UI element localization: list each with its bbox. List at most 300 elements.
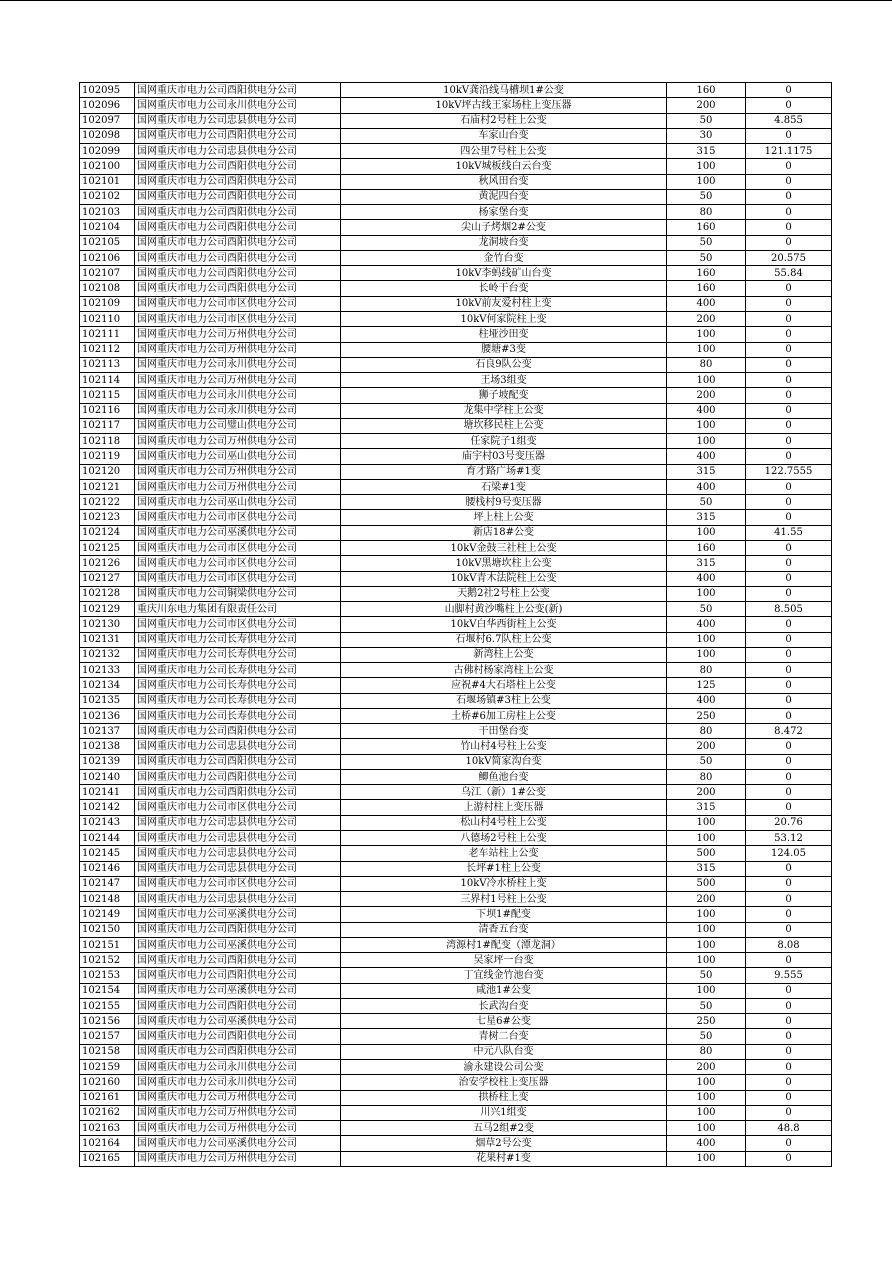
- row-id-cell: 102137: [80, 724, 135, 739]
- value-cell: 0: [746, 342, 832, 357]
- table-row: [80, 281, 832, 296]
- value-cell: 0: [746, 769, 832, 784]
- company-cell: 国网重庆市电力公司酉阳供电分公司: [135, 724, 341, 739]
- transformer-name-cell: 石梁#1变: [341, 479, 667, 494]
- value-cell: 48.8: [746, 1121, 832, 1136]
- table-row: [80, 1075, 832, 1090]
- table-row: [80, 1121, 832, 1136]
- value-cell: 0: [746, 403, 832, 418]
- capacity-cell: 80: [667, 663, 746, 678]
- capacity-cell: 315: [667, 861, 746, 876]
- company-cell: 国网重庆市电力公司万州供电分公司: [135, 1090, 341, 1105]
- company-cell: 国网重庆市电力公司酉阳供电分公司: [135, 785, 341, 800]
- table-row: [80, 495, 832, 510]
- row-id-cell: 102103: [80, 205, 135, 220]
- capacity-cell: 250: [667, 708, 746, 723]
- capacity-cell: 80: [667, 1044, 746, 1059]
- table-row: [80, 449, 832, 464]
- row-id-cell: 102160: [80, 1075, 135, 1090]
- value-cell: 0: [746, 1105, 832, 1120]
- table-row: [80, 1060, 832, 1075]
- transformer-name-cell: 鲫鱼池台变: [341, 769, 667, 784]
- company-cell: 国网重庆市电力公司巫溪供电分公司: [135, 907, 341, 922]
- capacity-cell: 315: [667, 800, 746, 815]
- capacity-cell: 100: [667, 1121, 746, 1136]
- value-cell: 9.555: [746, 968, 832, 983]
- transformer-name-cell: 山脚村黄沙嘴柱上公变(新): [341, 602, 667, 617]
- table-row: [80, 296, 832, 311]
- value-cell: 0: [746, 373, 832, 388]
- table-row: [80, 998, 832, 1013]
- transformer-name-cell: 青树二台变: [341, 1029, 667, 1044]
- transformer-name-cell: 车家山台变: [341, 128, 667, 143]
- row-id-cell: 102151: [80, 937, 135, 952]
- value-cell: 0: [746, 907, 832, 922]
- transformer-name-cell: 王场3组变: [341, 373, 667, 388]
- value-cell: 8.472: [746, 724, 832, 739]
- row-id-cell: 102142: [80, 800, 135, 815]
- row-id-cell: 102110: [80, 311, 135, 326]
- value-cell: 0: [746, 449, 832, 464]
- row-id-cell: 102158: [80, 1044, 135, 1059]
- row-id-cell: 102138: [80, 739, 135, 754]
- transformer-name-cell: 八德场2号柱上公变: [341, 831, 667, 846]
- value-cell: 0: [746, 128, 832, 143]
- row-id-cell: 102139: [80, 754, 135, 769]
- value-cell: 122.7555: [746, 464, 832, 479]
- row-id-cell: 102156: [80, 1014, 135, 1029]
- value-cell: 0: [746, 510, 832, 525]
- row-id-cell: 102155: [80, 998, 135, 1013]
- transformer-name-cell: 柱垭沙田变: [341, 327, 667, 342]
- value-cell: 0: [746, 983, 832, 998]
- company-cell: 国网重庆市电力公司万州供电分公司: [135, 373, 341, 388]
- company-cell: 国网重庆市电力公司万州供电分公司: [135, 1105, 341, 1120]
- value-cell: 0: [746, 1136, 832, 1151]
- company-cell: 国网重庆市电力公司长寿供电分公司: [135, 708, 341, 723]
- capacity-cell: 315: [667, 464, 746, 479]
- transformer-name-cell: 10kV简家沟台变: [341, 754, 667, 769]
- company-cell: 国网重庆市电力公司巫山供电分公司: [135, 449, 341, 464]
- capacity-cell: 315: [667, 510, 746, 525]
- transformer-name-cell: 长武沟台变: [341, 998, 667, 1013]
- capacity-cell: 100: [667, 815, 746, 830]
- transformer-name-cell: 腰栈村9号变压器: [341, 495, 667, 510]
- capacity-cell: 200: [667, 98, 746, 113]
- row-id-cell: 102125: [80, 540, 135, 555]
- value-cell: 0: [746, 800, 832, 815]
- row-id-cell: 102118: [80, 434, 135, 449]
- transformer-name-cell: 老车站柱上公变: [341, 846, 667, 861]
- company-cell: 国网重庆市电力公司市区供电分公司: [135, 556, 341, 571]
- table-row: [80, 373, 832, 388]
- transformer-name-cell: 龙集中学柱上公变: [341, 403, 667, 418]
- company-cell: 国网重庆市电力公司酉阳供电分公司: [135, 159, 341, 174]
- table-row: [80, 754, 832, 769]
- company-cell: 国网重庆市电力公司万州供电分公司: [135, 1121, 341, 1136]
- company-cell: 国网重庆市电力公司万州供电分公司: [135, 1151, 341, 1166]
- value-cell: 124.05: [746, 846, 832, 861]
- transformer-name-cell: 乌江（新）1#公变: [341, 785, 667, 800]
- table-row: [80, 83, 832, 98]
- company-cell: 国网重庆市电力公司万州供电分公司: [135, 342, 341, 357]
- transformer-name-cell: 应祝#4大石塔柱上公变: [341, 678, 667, 693]
- table-row: [80, 327, 832, 342]
- value-cell: 0: [746, 357, 832, 372]
- company-cell: 国网重庆市电力公司酉阳供电分公司: [135, 250, 341, 265]
- capacity-cell: 500: [667, 876, 746, 891]
- page-top-rule: [0, 0, 892, 1]
- value-cell: 0: [746, 235, 832, 250]
- row-id-cell: 102122: [80, 495, 135, 510]
- capacity-cell: 500: [667, 846, 746, 861]
- capacity-cell: 50: [667, 189, 746, 204]
- value-cell: 0: [746, 922, 832, 937]
- company-cell: 重庆川东电力集团有限责任公司: [135, 602, 341, 617]
- value-cell: 53.12: [746, 831, 832, 846]
- transformer-name-cell: 龙洞坡台变: [341, 235, 667, 250]
- table-row: [80, 724, 832, 739]
- table-row: [80, 464, 832, 479]
- company-cell: 国网重庆市电力公司酉阳供电分公司: [135, 205, 341, 220]
- table-row: [80, 434, 832, 449]
- table-row: [80, 357, 832, 372]
- capacity-cell: 160: [667, 540, 746, 555]
- table-row: [80, 739, 832, 754]
- capacity-cell: 160: [667, 266, 746, 281]
- company-cell: 国网重庆市电力公司酉阳供电分公司: [135, 220, 341, 235]
- transformer-name-cell: 古佛村杨家湾柱上公变: [341, 663, 667, 678]
- transformer-name-cell: 秋风田台变: [341, 174, 667, 189]
- transformer-name-cell: 长坪#1柱上公变: [341, 861, 667, 876]
- table-row: [80, 250, 832, 265]
- table-row: [80, 510, 832, 525]
- capacity-cell: 200: [667, 785, 746, 800]
- row-id-cell: 102131: [80, 632, 135, 647]
- transformer-name-cell: 10kV李蚂线矿山台变: [341, 266, 667, 281]
- table-row: [80, 678, 832, 693]
- transformer-name-cell: 10kV前友爱村柱上变: [341, 296, 667, 311]
- company-cell: 国网重庆市电力公司酉阳供电分公司: [135, 266, 341, 281]
- company-cell: 国网重庆市电力公司万州供电分公司: [135, 464, 341, 479]
- transformer-name-cell: 丁宜线金竹池台变: [341, 968, 667, 983]
- row-id-cell: 102135: [80, 693, 135, 708]
- transformer-name-cell: 尖山子烤烟2#公变: [341, 220, 667, 235]
- row-id-cell: 102145: [80, 846, 135, 861]
- company-cell: 国网重庆市电力公司永川供电分公司: [135, 1075, 341, 1090]
- capacity-cell: 50: [667, 754, 746, 769]
- company-cell: 国网重庆市电力公司永川供电分公司: [135, 388, 341, 403]
- company-cell: 国网重庆市电力公司长寿供电分公司: [135, 632, 341, 647]
- capacity-cell: 80: [667, 205, 746, 220]
- transformer-name-cell: 塘坎移民柱上公变: [341, 418, 667, 433]
- company-cell: 国网重庆市电力公司忠县供电分公司: [135, 892, 341, 907]
- value-cell: 0: [746, 754, 832, 769]
- capacity-cell: 100: [667, 1075, 746, 1090]
- transformer-name-cell: 上游村柱上变压器: [341, 800, 667, 815]
- table-row: [80, 1090, 832, 1105]
- capacity-cell: 100: [667, 953, 746, 968]
- row-id-cell: 102159: [80, 1060, 135, 1075]
- transformer-table: [79, 82, 832, 1167]
- company-cell: 国网重庆市电力公司万州供电分公司: [135, 434, 341, 449]
- table-row: [80, 1044, 832, 1059]
- value-cell: 0: [746, 1151, 832, 1166]
- table-row: [80, 418, 832, 433]
- capacity-cell: 400: [667, 296, 746, 311]
- transformer-name-cell: 清香五台变: [341, 922, 667, 937]
- row-id-cell: 102130: [80, 617, 135, 632]
- company-cell: 国网重庆市电力公司酉阳供电分公司: [135, 189, 341, 204]
- row-id-cell: 102111: [80, 327, 135, 342]
- transformer-name-cell: 竹山村4号柱上公变: [341, 739, 667, 754]
- value-cell: 0: [746, 586, 832, 601]
- capacity-cell: 400: [667, 479, 746, 494]
- table-row: [80, 220, 832, 235]
- value-cell: 0: [746, 739, 832, 754]
- row-id-cell: 102127: [80, 571, 135, 586]
- table-row: [80, 769, 832, 784]
- company-cell: 国网重庆市电力公司巫山供电分公司: [135, 495, 341, 510]
- table-row: [80, 586, 832, 601]
- company-cell: 国网重庆市电力公司长寿供电分公司: [135, 663, 341, 678]
- transformer-name-cell: 金竹台变: [341, 250, 667, 265]
- value-cell: 0: [746, 418, 832, 433]
- table-row: [80, 617, 832, 632]
- company-cell: 国网重庆市电力公司酉阳供电分公司: [135, 128, 341, 143]
- table-row: [80, 266, 832, 281]
- company-cell: 国网重庆市电力公司酉阳供电分公司: [135, 174, 341, 189]
- value-cell: 0: [746, 1014, 832, 1029]
- value-cell: 0: [746, 98, 832, 113]
- company-cell: 国网重庆市电力公司巫溪供电分公司: [135, 983, 341, 998]
- transformer-name-cell: 烟草2号公变: [341, 1136, 667, 1151]
- company-cell: 国网重庆市电力公司巫溪供电分公司: [135, 1136, 341, 1151]
- value-cell: 0: [746, 83, 832, 98]
- transformer-name-cell: 下坝1#配变: [341, 907, 667, 922]
- transformer-name-cell: 新店18#公变: [341, 525, 667, 540]
- table-row: [80, 388, 832, 403]
- row-id-cell: 102143: [80, 815, 135, 830]
- capacity-cell: 160: [667, 220, 746, 235]
- company-cell: 国网重庆市电力公司市区供电分公司: [135, 571, 341, 586]
- transformer-name-cell: 腰塘#3变: [341, 342, 667, 357]
- transformer-name-cell: 石良9队公变: [341, 357, 667, 372]
- company-cell: 国网重庆市电力公司市区供电分公司: [135, 296, 341, 311]
- capacity-cell: 80: [667, 769, 746, 784]
- company-cell: 国网重庆市电力公司忠县供电分公司: [135, 846, 341, 861]
- table-row: [80, 98, 832, 113]
- company-cell: 国网重庆市电力公司酉阳供电分公司: [135, 968, 341, 983]
- capacity-cell: 80: [667, 357, 746, 372]
- row-id-cell: 102162: [80, 1105, 135, 1120]
- transformer-name-cell: 咸池1#公变: [341, 983, 667, 998]
- transformer-name-cell: 狮子坡配变: [341, 388, 667, 403]
- transformer-name-cell: 土桥#6加工房柱上公变: [341, 708, 667, 723]
- capacity-cell: 200: [667, 311, 746, 326]
- capacity-cell: 100: [667, 1105, 746, 1120]
- value-cell: 0: [746, 434, 832, 449]
- table-row: [80, 1105, 832, 1120]
- row-id-cell: 102120: [80, 464, 135, 479]
- company-cell: 国网重庆市电力公司万州供电分公司: [135, 479, 341, 494]
- row-id-cell: 102144: [80, 831, 135, 846]
- table-row: [80, 556, 832, 571]
- value-cell: 0: [746, 189, 832, 204]
- row-id-cell: 102105: [80, 235, 135, 250]
- table-row: [80, 632, 832, 647]
- transformer-name-cell: 10kV龚沿线马槽坝1#公变: [341, 83, 667, 98]
- company-cell: 国网重庆市电力公司忠县供电分公司: [135, 831, 341, 846]
- table-row: [80, 693, 832, 708]
- capacity-cell: 100: [667, 937, 746, 952]
- company-cell: 国网重庆市电力公司永川供电分公司: [135, 357, 341, 372]
- value-cell: 0: [746, 327, 832, 342]
- row-id-cell: 102101: [80, 174, 135, 189]
- value-cell: 0: [746, 281, 832, 296]
- transformer-name-cell: 四公里7号柱上公变: [341, 144, 667, 159]
- table-row: [80, 708, 832, 723]
- capacity-cell: 100: [667, 434, 746, 449]
- value-cell: 0: [746, 953, 832, 968]
- row-id-cell: 102096: [80, 98, 135, 113]
- value-cell: 0: [746, 1090, 832, 1105]
- table-row: [80, 525, 832, 540]
- capacity-cell: 250: [667, 1014, 746, 1029]
- company-cell: 国网重庆市电力公司忠县供电分公司: [135, 113, 341, 128]
- row-id-cell: 102146: [80, 861, 135, 876]
- value-cell: 8.08: [746, 937, 832, 952]
- capacity-cell: 100: [667, 983, 746, 998]
- capacity-cell: 160: [667, 281, 746, 296]
- value-cell: 121.1175: [746, 144, 832, 159]
- company-cell: 国网重庆市电力公司酉阳供电分公司: [135, 769, 341, 784]
- capacity-cell: 50: [667, 998, 746, 1013]
- transformer-name-cell: 10kV白华西街柱上公变: [341, 617, 667, 632]
- capacity-cell: 100: [667, 342, 746, 357]
- capacity-cell: 50: [667, 495, 746, 510]
- row-id-cell: 102098: [80, 128, 135, 143]
- transformer-name-cell: 渝永建设公司公变: [341, 1060, 667, 1075]
- table-row: [80, 1014, 832, 1029]
- value-cell: 0: [746, 617, 832, 632]
- company-cell: 国网重庆市电力公司酉阳供电分公司: [135, 281, 341, 296]
- row-id-cell: 102150: [80, 922, 135, 937]
- capacity-cell: 100: [667, 327, 746, 342]
- row-id-cell: 102095: [80, 83, 135, 98]
- table-row: [80, 663, 832, 678]
- table-row: [80, 800, 832, 815]
- table-row: [80, 540, 832, 555]
- row-id-cell: 102099: [80, 144, 135, 159]
- table-row: [80, 1029, 832, 1044]
- transformer-name-cell: 天鹅2社2号柱上公变: [341, 586, 667, 601]
- company-cell: 国网重庆市电力公司璧山供电分公司: [135, 418, 341, 433]
- transformer-name-cell: 干田堡台变: [341, 724, 667, 739]
- table-row: [80, 922, 832, 937]
- transformer-name-cell: 10kV冷水桥柱上变: [341, 876, 667, 891]
- row-id-cell: 102133: [80, 663, 135, 678]
- row-id-cell: 102163: [80, 1121, 135, 1136]
- transformer-name-cell: 吴家坪一台变: [341, 953, 667, 968]
- capacity-cell: 315: [667, 144, 746, 159]
- transformer-name-cell: 长岭干台变: [341, 281, 667, 296]
- company-cell: 国网重庆市电力公司市区供电分公司: [135, 876, 341, 891]
- row-id-cell: 102126: [80, 556, 135, 571]
- value-cell: 0: [746, 632, 832, 647]
- row-id-cell: 102164: [80, 1136, 135, 1151]
- transformer-name-cell: 黄泥四台变: [341, 189, 667, 204]
- row-id-cell: 102161: [80, 1090, 135, 1105]
- value-cell: 4.855: [746, 113, 832, 128]
- company-cell: 国网重庆市电力公司市区供电分公司: [135, 540, 341, 555]
- transformer-name-cell: 川兴1组变: [341, 1105, 667, 1120]
- transformer-name-cell: 庙宇村03号变压器: [341, 449, 667, 464]
- value-cell: 0: [746, 1029, 832, 1044]
- value-cell: 0: [746, 311, 832, 326]
- company-cell: 国网重庆市电力公司忠县供电分公司: [135, 144, 341, 159]
- transformer-name-cell: 10kV城板线白云台变: [341, 159, 667, 174]
- table-row: [80, 189, 832, 204]
- value-cell: 0: [746, 296, 832, 311]
- table-body: [80, 83, 832, 1167]
- value-cell: 0: [746, 1060, 832, 1075]
- capacity-cell: 50: [667, 235, 746, 250]
- company-cell: 国网重庆市电力公司永川供电分公司: [135, 98, 341, 113]
- capacity-cell: 30: [667, 128, 746, 143]
- transformer-name-cell: 治安学校柱上变压器: [341, 1075, 667, 1090]
- table-row: [80, 113, 832, 128]
- company-cell: 国网重庆市电力公司长寿供电分公司: [135, 647, 341, 662]
- row-id-cell: 102107: [80, 266, 135, 281]
- capacity-cell: 200: [667, 892, 746, 907]
- company-cell: 国网重庆市电力公司酉阳供电分公司: [135, 1029, 341, 1044]
- company-cell: 国网重庆市电力公司市区供电分公司: [135, 510, 341, 525]
- capacity-cell: 400: [667, 449, 746, 464]
- value-cell: 0: [746, 876, 832, 891]
- row-id-cell: 102141: [80, 785, 135, 800]
- value-cell: 0: [746, 1044, 832, 1059]
- value-cell: 0: [746, 174, 832, 189]
- capacity-cell: 100: [667, 586, 746, 601]
- capacity-cell: 100: [667, 159, 746, 174]
- capacity-cell: 50: [667, 1029, 746, 1044]
- row-id-cell: 102134: [80, 678, 135, 693]
- table-row: [80, 205, 832, 220]
- capacity-cell: 315: [667, 556, 746, 571]
- value-cell: 0: [746, 892, 832, 907]
- row-id-cell: 102097: [80, 113, 135, 128]
- company-cell: 国网重庆市电力公司忠县供电分公司: [135, 861, 341, 876]
- row-id-cell: 102129: [80, 602, 135, 617]
- transformer-name-cell: 七星6#公变: [341, 1014, 667, 1029]
- transformer-name-cell: 坪上柱上公变: [341, 510, 667, 525]
- transformer-name-cell: 石堰村6.7队柱上公变: [341, 632, 667, 647]
- company-cell: 国网重庆市电力公司市区供电分公司: [135, 311, 341, 326]
- value-cell: 0: [746, 1075, 832, 1090]
- transformer-name-cell: 五马2组#2变: [341, 1121, 667, 1136]
- table-row: [80, 159, 832, 174]
- row-id-cell: 102100: [80, 159, 135, 174]
- value-cell: 0: [746, 388, 832, 403]
- transformer-name-cell: 10kV金鼓三社柱上公变: [341, 540, 667, 555]
- value-cell: 41.55: [746, 525, 832, 540]
- capacity-cell: 100: [667, 174, 746, 189]
- table-row: [80, 953, 832, 968]
- value-cell: 0: [746, 540, 832, 555]
- row-id-cell: 102108: [80, 281, 135, 296]
- table-row: [80, 907, 832, 922]
